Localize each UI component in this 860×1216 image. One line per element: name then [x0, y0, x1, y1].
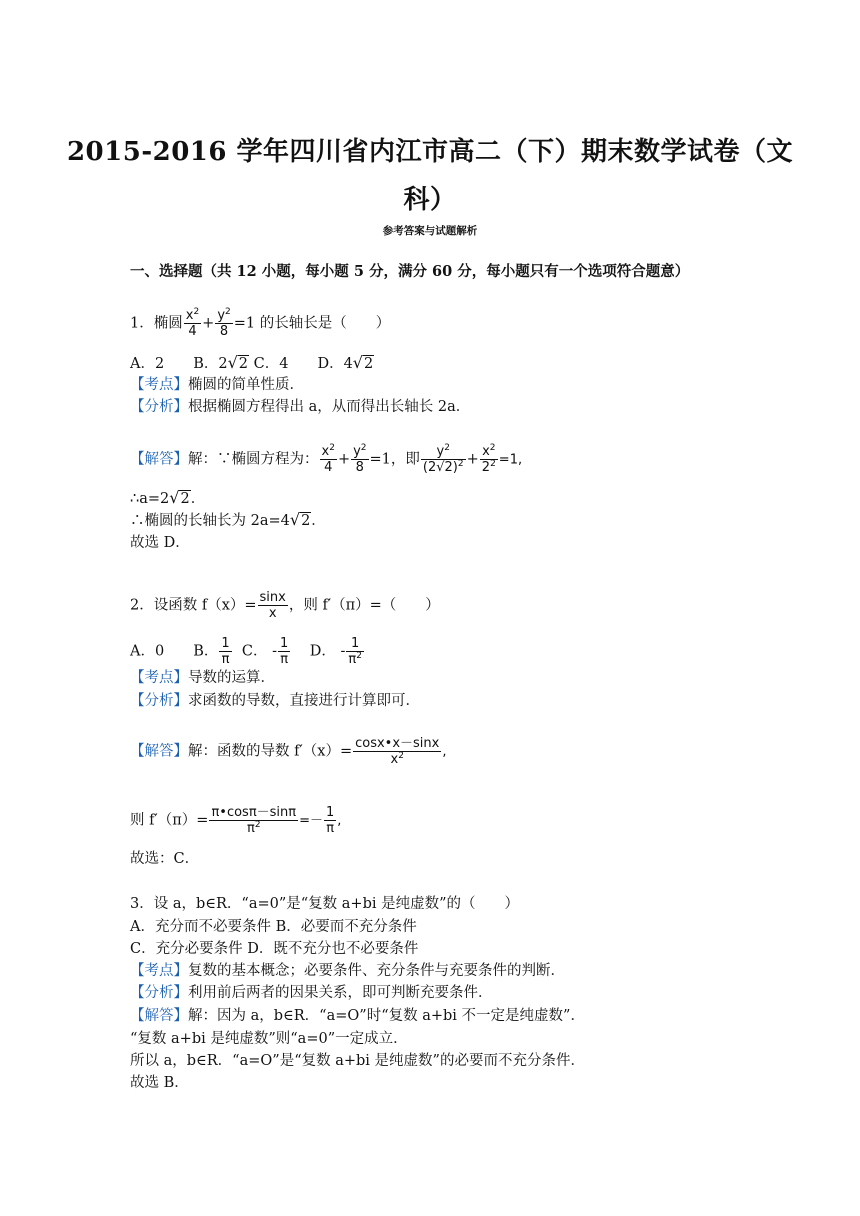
q2-kaodian [130, 669, 275, 687]
q3-kaodian [130, 962, 565, 980]
q2-fenxi-text: 求函数的导数，直接进行计算即可． [188, 693, 420, 709]
q2-then-prefix: 则 f′（π）= [130, 812, 209, 829]
formula-x2-over-4: $\frac{x^2}{4}$ [185, 307, 200, 339]
jieda-tag: 【解答】 [130, 1008, 188, 1024]
q1-line-length: ∴椭圆的长轴长为 2a=4√2． [130, 510, 326, 529]
q2-stem [130, 590, 440, 621]
q3-line-2: “复数 a+bi 是纯虚数”则“a=0”一定成立． [130, 1031, 408, 1047]
q2-option-ab: A．0 B． [130, 643, 219, 660]
sqrt-2-formula: √2 [289, 510, 311, 529]
formula-derivative-at-pi: $\frac{\pi•\cos\pi-\sin\pi}{\pi^2}$ [211, 805, 297, 836]
q1-options [130, 354, 374, 373]
formula-sinx-over-x: $\frac{\sin x}{x}$ [259, 590, 286, 621]
kaodian-tag: 【考点】 [130, 963, 188, 979]
q1-option-cd: C．4 D．4 [253, 356, 353, 372]
q1-jieda: 【解答】解：∵椭圆方程为： $\frac{x^2}{4}$ + $\frac{y^2}{8}$ =1，即 $\frac{y^2}{(2√2)^2}$ + $\frac{x^2}{2^2}$ =1, [130, 443, 523, 475]
q2-suffix: ，则 f′（π）=（ ） [288, 597, 440, 614]
q1-fenxi-text: 根据椭圆方程得出 a，从而得出长轴长 2a． [188, 399, 471, 415]
sqrt-2-formula: √2 [352, 353, 374, 372]
q3-line-3: 所以 a，b∈R．“a=O”是“复数 a+bi 是纯虚数”的必要而不充分条件． [130, 1053, 585, 1069]
q1-conclusion: 故选 D． [130, 535, 190, 551]
q1-stem: 1．椭圆 $\frac{x^2}{4}$ + $\frac{y^2}{8}$ =1 的长轴长是（ ） [130, 307, 391, 339]
jieda-tag: 【解答】 [130, 743, 188, 760]
q1-option-ab: A．2 B．2 [130, 356, 228, 372]
formula-x2-over-4: $\frac{x^2}{4}$ [321, 443, 335, 475]
q1-jieda-mid: =1，即 [369, 451, 420, 468]
formula-y2-over-2sqrt2-squared: $\frac{y^2}{(2√2)^2}$ [422, 443, 464, 475]
fenxi-tag: 【分析】 [130, 985, 188, 1001]
q1-line-a-text: ∴a=2 [130, 491, 170, 507]
q2-conclusion: 故选：C． [130, 851, 200, 867]
q2-options: A．0 B． $\frac{1}{\pi}$ C． - $\frac{1}{\pi}$ D． - $\frac{1}{\pi^2}$ [130, 636, 362, 667]
q2-fenxi [130, 692, 420, 710]
q1-suffix: =1 的长轴长是（ ） [233, 315, 391, 332]
formula-neg-1-over-pi-squared: $\frac{1}{\pi^2}$ [348, 636, 362, 667]
q3-fenxi [130, 984, 493, 1002]
kaodian-tag: 【考点】 [130, 377, 188, 393]
q3-kaodian-text: 复数的基本概念；必要条件、充分条件与充要条件的判断． [188, 963, 565, 979]
q1-line-length-text: ∴椭圆的长轴长为 2a=4 [130, 513, 290, 529]
section-heading: 一、选择题（共 12 小题，每小题 5 分，满分 60 分，每小题只有一个选项符合题意） [130, 263, 690, 280]
q2-then: 则 f′（π）= $\frac{\pi•\cos\pi-\sin\pi}{\pi^2}$ =－ $\frac{1}{\pi}$ , [130, 805, 342, 836]
q1-fenxi [130, 398, 470, 416]
formula-derivative: $\frac{\cos x•x-\sin x}{x^2}$ [355, 736, 440, 767]
subtitle: 参考答案与试题解析 [382, 225, 478, 237]
q2-prefix: 2．设函数 f（x）= [130, 597, 257, 614]
formula-1-over-pi: $\frac{1}{\pi}$ [221, 636, 230, 667]
fenxi-tag: 【分析】 [130, 399, 188, 415]
q1-kaodian [130, 376, 304, 394]
q3-jieda-text: 解：因为 a，b∈R．“a=O”时“复数 a+bi 不一定是纯虚数”． [188, 1008, 585, 1024]
q1-jieda-prefix: 解：∵椭圆方程为： [188, 451, 319, 468]
q1-line-a: ∴a=2√2． [130, 488, 206, 507]
title-line-1: 2015-2016 学年四川省内江市高二（下）期末数学试卷（文 [66, 137, 794, 167]
formula-y2-over-8: $\frac{y^2}{8}$ [353, 443, 367, 475]
q2-option-d: D． [309, 643, 336, 660]
formula-y2-over-8: $\frac{y^2}{8}$ [217, 307, 231, 339]
jieda-tag: 【解答】 [130, 451, 188, 468]
q2-option-c: C． [241, 643, 268, 660]
fenxi-tag: 【分析】 [130, 693, 188, 709]
q3-conclusion: 故选 B． [130, 1075, 189, 1091]
sqrt-2-formula: √2 [169, 488, 190, 507]
q2-jieda-prefix: 解：函数的导数 f′（x）= [188, 743, 353, 760]
kaodian-tag: 【考点】 [130, 670, 188, 686]
formula-x2-over-2-squared: $\frac{x^2}{2^2}$ [481, 443, 496, 475]
q1-kaodian-text: 椭圆的简单性质． [188, 377, 304, 393]
formula-1-over-pi: $\frac{1}{\pi}$ [326, 805, 335, 836]
q2-jieda: 【解答】解：函数的导数 f′（x）= $\frac{\cos x•x-\sin x}{x^2}$ , [130, 736, 447, 767]
formula-neg-1-over-pi: $\frac{1}{\pi}$ [279, 636, 289, 667]
q3-options-cd: C．充分必要条件 D．既不充分也不必要条件 [130, 941, 419, 957]
q3-jieda [130, 1007, 585, 1025]
q3-stem: 3．设 a，b∈R．“a=0”是“复数 a+bi 是纯虚数”的（ ） [130, 896, 520, 912]
q2-kaodian-text: 导数的运算． [188, 670, 275, 686]
document-title [60, 128, 800, 224]
title-line-2: 科） [403, 185, 457, 215]
q3-options-ab: A．充分而不必要条件 B．必要而不充分条件 [130, 919, 417, 935]
q3-fenxi-text: 利用前后两者的因果关系，即可判断充要条件． [188, 985, 493, 1001]
q1-prefix: 1．椭圆 [130, 315, 183, 332]
sqrt-2-formula: √2 [227, 353, 249, 372]
